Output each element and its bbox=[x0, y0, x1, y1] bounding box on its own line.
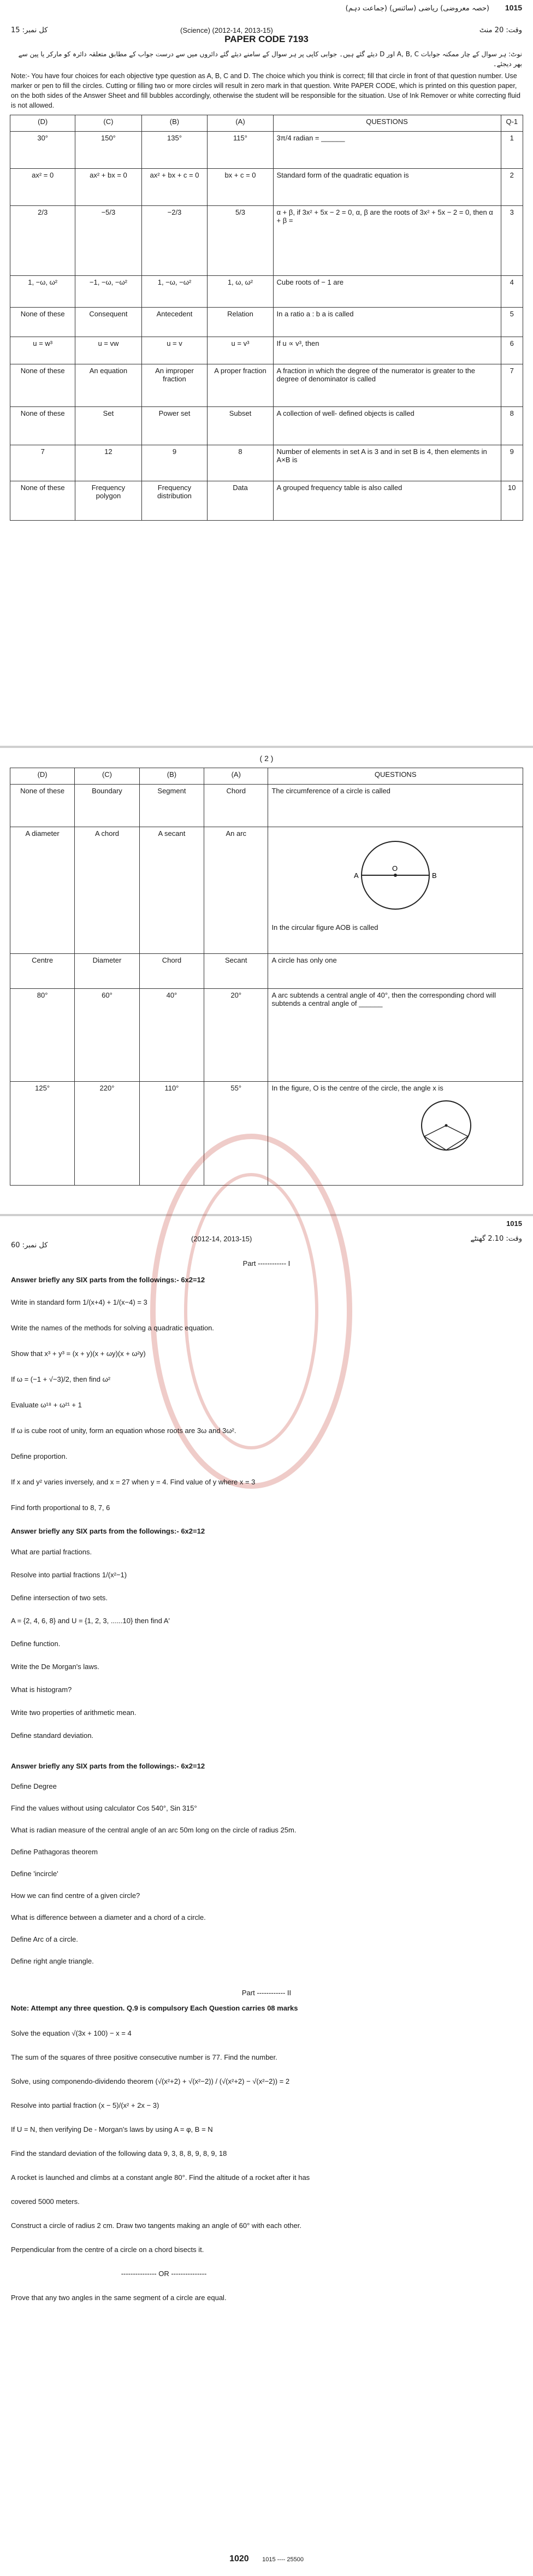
list-item: If ω = (−1 + √−3)/2, then find ω² bbox=[11, 1375, 111, 1383]
question-number: 7 bbox=[501, 364, 523, 407]
list-item: Resolve into partial fraction (x − 5)/(x² + 2x − 3) bbox=[11, 2101, 159, 2109]
q3-list bbox=[11, 1541, 317, 1747]
option-c: 12 bbox=[75, 445, 141, 481]
question-text: In the circular figure AOB is called bbox=[271, 923, 378, 932]
col-a-header: (A) bbox=[208, 115, 273, 132]
option-c: Consequent bbox=[75, 308, 141, 337]
page-divider bbox=[0, 1214, 533, 1216]
question-cell-with-figure bbox=[268, 827, 523, 954]
list-item: What is histogram? bbox=[11, 1685, 72, 1694]
col-c-header: (C) bbox=[75, 115, 141, 132]
option-c: Set bbox=[75, 407, 141, 445]
option-a: 5/3 bbox=[208, 206, 273, 276]
question-text: α + β, if 3x² + 5x − 2 = 0, α, β are the roots of 3x² + 5x − 2 = 0, then α + β = bbox=[273, 206, 501, 276]
list-item: Write two properties of arithmetic mean. bbox=[11, 1708, 137, 1717]
option-d: None of these bbox=[10, 481, 75, 521]
list-item: How we can find centre of a given circle? bbox=[11, 1891, 140, 1900]
list-item: Define Arc of a circle. bbox=[11, 1935, 78, 1943]
list-item: Define proportion. bbox=[11, 1452, 68, 1460]
list-item: Write in standard form 1/(x+4) + 1/(x−4) = 3 bbox=[11, 1298, 147, 1306]
list-item: Construct a circle of radius 2 cm. Draw two tangents making an angle of 60° with each other. bbox=[11, 2221, 301, 2230]
question-text: A arc subtends a central angle of 40°, then the corresponding chord will subtends a central angle of ______ bbox=[268, 989, 523, 1082]
paper-code-label: PAPER CODE bbox=[224, 34, 286, 44]
table-row bbox=[10, 169, 523, 206]
list-item: Define Pathagoras theorem bbox=[11, 1848, 98, 1856]
marks-label-2: کل نمبر: 60 bbox=[11, 1241, 48, 1249]
table-row bbox=[10, 337, 523, 364]
option-b: Power set bbox=[141, 407, 208, 445]
list-item: Show that x³ + y³ = (x + y)(x + ωy)(x + ω²y) bbox=[11, 1349, 146, 1358]
questions-header: QUESTIONS bbox=[273, 115, 501, 132]
part-2-heading: Part ------------ II bbox=[241, 1989, 292, 1997]
option-d: None of these bbox=[10, 308, 75, 337]
list-item: Evaluate ω¹⁸ + ω²¹ + 1 bbox=[11, 1401, 82, 1409]
option-d: 7 bbox=[10, 445, 75, 481]
qnum-header: Q-1 bbox=[501, 115, 523, 132]
list-item: What is difference between a diameter and a chord of a circle. bbox=[11, 1913, 206, 1921]
option-d: 30° bbox=[10, 132, 75, 169]
q2-heading: Answer briefly any SIX parts from the followings:- 6x2=12 bbox=[11, 1276, 205, 1284]
table-row bbox=[10, 308, 523, 337]
table-row bbox=[10, 481, 523, 521]
table-row bbox=[10, 785, 523, 827]
question-number: 5 bbox=[501, 308, 523, 337]
svg-text:O: O bbox=[392, 864, 398, 873]
option-a: bx + c = 0 bbox=[208, 169, 273, 206]
option-c: 60° bbox=[75, 989, 140, 1082]
table-row bbox=[10, 276, 523, 308]
option-b: Antecedent bbox=[141, 308, 208, 337]
option-a: u = v³ bbox=[208, 337, 273, 364]
list-item: Solve, using componendo-dividendo theorem (√(x²+2) + √(x²−2)) / (√(x²+2) − √(x²−2)) = 2 bbox=[11, 2077, 290, 2085]
table-row bbox=[10, 206, 523, 276]
marks-label: کل نمبر: 15 bbox=[11, 26, 48, 34]
option-a: 8 bbox=[208, 445, 273, 481]
angle-x-figure bbox=[413, 1095, 479, 1156]
table-row bbox=[10, 445, 523, 481]
question-cell-with-figure bbox=[268, 1082, 523, 1186]
option-c: Diameter bbox=[75, 954, 140, 989]
option-b: An improper fraction bbox=[141, 364, 208, 407]
option-c: ax² + bx = 0 bbox=[75, 169, 141, 206]
question-number: 1 bbox=[501, 132, 523, 169]
option-a: Secant bbox=[204, 954, 268, 989]
circle-aob-figure bbox=[324, 833, 466, 920]
option-c: 150° bbox=[75, 132, 141, 169]
option-d: u = w³ bbox=[10, 337, 75, 364]
group-label: (Science) (2012-14, 2013-15) bbox=[180, 26, 273, 34]
list-item: If ω is cube root of unity, form an equation whose roots are 3ω and 3ω². bbox=[11, 1426, 236, 1435]
option-a: 1, ω, ω² bbox=[208, 276, 273, 308]
col-d-header: (D) bbox=[10, 768, 75, 785]
list-item: A rocket is launched and climbs at a constant angle 80°. Find the altitude of a rocket after it has covered 5000 meters. bbox=[11, 2173, 310, 2206]
list-item: Write the De Morgan's laws. bbox=[11, 1663, 99, 1671]
table-row bbox=[10, 407, 523, 445]
list-item: A = {2, 4, 6, 8} and U = {1, 2, 3, ......10} then find A′ bbox=[11, 1617, 170, 1625]
question-text: 3π/4 radian = ______ bbox=[273, 132, 501, 169]
question-text: A fraction in which the degree of the numerator is greater to the degree of denominator is called bbox=[273, 364, 501, 407]
question-text: A collection of well- defined objects is called bbox=[273, 407, 501, 445]
roll-no: 1015 bbox=[505, 3, 522, 12]
footer-small: 1015 ---- 25500 bbox=[262, 2556, 304, 2563]
option-d: 1, −ω, ω² bbox=[10, 276, 75, 308]
question-text: A grouped frequency table is also called bbox=[273, 481, 501, 521]
option-a: A proper fraction bbox=[208, 364, 273, 407]
option-a: 115° bbox=[208, 132, 273, 169]
option-d: None of these bbox=[10, 785, 75, 827]
roll-no-2: 1015 bbox=[506, 1219, 522, 1228]
option-d: ax² = 0 bbox=[10, 169, 75, 206]
question-number: 8 bbox=[501, 407, 523, 445]
option-d: A diameter bbox=[10, 827, 75, 954]
col-b-header: (B) bbox=[141, 115, 208, 132]
part-2-note: Note: Attempt any three question. Q.9 is compulsory Each Question carries 08 marks bbox=[11, 2004, 298, 2012]
q2-list bbox=[11, 1289, 317, 1520]
list-item: Perpendicular from the centre of a circle on a chord bisects it. bbox=[11, 2245, 204, 2254]
footer-code: 1020 bbox=[229, 2554, 249, 2563]
time-label: وقت: 20 منٹ bbox=[479, 26, 522, 34]
option-c: −5/3 bbox=[75, 206, 141, 276]
option-b: Segment bbox=[139, 785, 204, 827]
option-c: u = vw bbox=[75, 337, 141, 364]
list-item: Define intersection of two sets. bbox=[11, 1594, 108, 1602]
list-item: What are partial fractions. bbox=[11, 1548, 92, 1556]
option-a: Data bbox=[208, 481, 273, 521]
table-row bbox=[10, 954, 523, 989]
list-item: If x and y² varies inversely, and x = 27 when y = 4. Find value of y where x = 3 bbox=[11, 1478, 256, 1486]
option-d: None of these bbox=[10, 407, 75, 445]
mcq-table-1 bbox=[10, 115, 523, 521]
option-d: 125° bbox=[10, 1082, 75, 1186]
table-row bbox=[10, 989, 523, 1082]
question-number: 3 bbox=[501, 206, 523, 276]
option-b: 9 bbox=[141, 445, 208, 481]
option-d: Centre bbox=[10, 954, 75, 989]
paper-header bbox=[11, 3, 522, 36]
paper-code: 7193 bbox=[288, 34, 309, 44]
question-text: In a ratio a : b a is called bbox=[273, 308, 501, 337]
option-a: Relation bbox=[208, 308, 273, 337]
list-item: Solve the equation √(3x + 100) − x = 4 bbox=[11, 2029, 132, 2037]
question-number: 4 bbox=[501, 276, 523, 308]
svg-text:A: A bbox=[354, 871, 359, 880]
question-text: The circumference of a circle is called bbox=[268, 785, 523, 827]
list-item: Define Degree bbox=[11, 1782, 57, 1790]
footer-number bbox=[0, 2554, 533, 2564]
mcq-table-2 bbox=[10, 768, 523, 1186]
list-item: If U = N, then verifying De - Morgan's laws by using A = φ, B = N bbox=[11, 2125, 213, 2133]
urdu-title-1: (حصہ معروضی) ریاضی (سائنس) (جماعت دہم) bbox=[345, 4, 489, 13]
option-d: None of these bbox=[10, 364, 75, 407]
option-b: 110° bbox=[139, 1082, 204, 1186]
table-row bbox=[10, 827, 523, 954]
option-c: 220° bbox=[75, 1082, 140, 1186]
question-number: 9 bbox=[501, 445, 523, 481]
list-item: Define right angle triangle. bbox=[11, 1957, 94, 1965]
table-row bbox=[10, 132, 523, 169]
question-text: Number of elements in set A is 3 and in set B is 4, then elements in A×B is bbox=[273, 445, 501, 481]
col-a-header: (A) bbox=[204, 768, 268, 785]
list-item: The sum of the squares of three positive consecutive number is 77. Find the number. bbox=[11, 2053, 277, 2061]
paper-code-row bbox=[11, 34, 522, 45]
page-divider bbox=[0, 746, 533, 748]
col-b-header: (B) bbox=[139, 768, 204, 785]
question-text: A circle has only one bbox=[268, 954, 523, 989]
questions-header: QUESTIONS bbox=[268, 768, 523, 785]
option-b: A secant bbox=[139, 827, 204, 954]
note-urdu: نوٹ: ہر سوال کے چار ممکنہ جوابات A, B, C اور D دیئے گئے ہیں۔ جوابی کاپی پر ہر سوال کے سامنے دیئے گئے دائروں میں سے درست جواب کے مطابق متعلقہ دائرہ کو مارکر یا پین سے بھر دیجئے۔ bbox=[18, 50, 522, 68]
list-item: Define standard deviation. bbox=[11, 1731, 94, 1740]
option-b: 1, −ω, −ω² bbox=[141, 276, 208, 308]
question-text: Standard form of the quadratic equation is bbox=[273, 169, 501, 206]
option-b: ax² + bx + c = 0 bbox=[141, 169, 208, 206]
list-item: Define 'incircle' bbox=[11, 1870, 58, 1878]
table-row bbox=[10, 364, 523, 407]
q4-list bbox=[11, 1776, 317, 1972]
svg-text:B: B bbox=[432, 871, 437, 880]
option-b: −2/3 bbox=[141, 206, 208, 276]
option-c: A chord bbox=[75, 827, 140, 954]
option-c: Boundary bbox=[75, 785, 140, 827]
option-b: u = v bbox=[141, 337, 208, 364]
option-b: Frequency distribution bbox=[141, 481, 208, 521]
option-c: An equation bbox=[75, 364, 141, 407]
option-a: An arc bbox=[204, 827, 268, 954]
subjective-header bbox=[11, 1219, 522, 1258]
part-1-heading: Part ------------ I bbox=[242, 1259, 291, 1268]
option-c: Frequency polygon bbox=[75, 481, 141, 521]
option-a: 20° bbox=[204, 989, 268, 1082]
option-a: Chord bbox=[204, 785, 268, 827]
option-d: 80° bbox=[10, 989, 75, 1082]
option-b: 40° bbox=[139, 989, 204, 1082]
time-label-2: وقت: 2.10 گھنٹے bbox=[470, 1235, 522, 1243]
col-d-header: (D) bbox=[10, 115, 75, 132]
option-b: Chord bbox=[139, 954, 204, 989]
question-text: If u ∝ v³, then bbox=[273, 337, 501, 364]
option-b: 135° bbox=[141, 132, 208, 169]
group-label-2: (2012-14, 2013-15) bbox=[191, 1235, 252, 1243]
question-number: 2 bbox=[501, 169, 523, 206]
page-number-label: ( 2 ) bbox=[259, 754, 274, 763]
list-item: Prove that any two angles in the same segment of a circle are equal. bbox=[11, 2294, 227, 2302]
or-separator: --------------- OR --------------- bbox=[121, 2270, 207, 2278]
list-item: Find forth proportional to 8, 7, 6 bbox=[11, 1504, 110, 1512]
option-a: Subset bbox=[208, 407, 273, 445]
option-a: 55° bbox=[204, 1082, 268, 1186]
option-c: −1, −ω, −ω² bbox=[75, 276, 141, 308]
question-text: Cube roots of − 1 are bbox=[273, 276, 501, 308]
option-d: 2/3 bbox=[10, 206, 75, 276]
list-item: Define function. bbox=[11, 1640, 61, 1648]
col-c-header: (C) bbox=[75, 768, 140, 785]
long-questions-list bbox=[11, 2021, 317, 2310]
list-item: Find the values without using calculator Cos 540°, Sin 315° bbox=[11, 1804, 197, 1812]
table-row bbox=[10, 1082, 523, 1186]
question-number: 6 bbox=[501, 337, 523, 364]
list-item: Write the names of the methods for solving a quadratic equation. bbox=[11, 1324, 214, 1332]
list-item: What is radian measure of the central angle of an arc 50m long on the circle of radius 25m. bbox=[11, 1826, 297, 1834]
q3-heading: Answer briefly any SIX parts from the followings:- 6x2=12 bbox=[11, 1527, 205, 1535]
question-number: 10 bbox=[501, 481, 523, 521]
question-text: In the figure, O is the centre of the circle, the angle x is bbox=[271, 1084, 443, 1092]
note-english: Note:- You have four choices for each objective type question as A, B, C and D. The choice which you think is correct; fill that circle in front of that question number. Use marker or pen to fill the circles. Cutting or filling two or more circles will result in zero mark in that question. Write PAPER CODE, which is printed on this question paper, on the both sides of the Answer Sheet and fill bubbles accordingly, otherwise the student will be responsible for the situation. Use of Ink Remover or white correcting fluid is not allowed. bbox=[11, 72, 520, 109]
list-item: Find the standard deviation of the following data 9, 3, 8, 8, 9, 8, 9, 18 bbox=[11, 2149, 227, 2158]
list-item: Resolve into partial fractions 1/(x²−1) bbox=[11, 1571, 127, 1579]
q4-heading: Answer briefly any SIX parts from the followings:- 6x2=12 bbox=[11, 1762, 205, 1770]
